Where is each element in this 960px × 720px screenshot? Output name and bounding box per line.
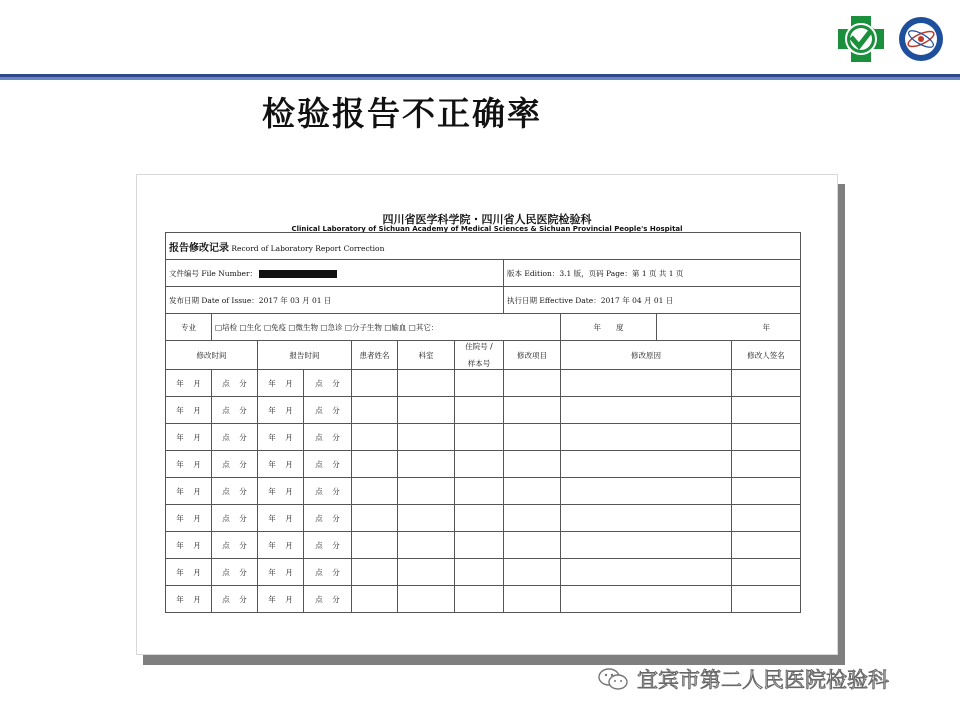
modify-item-cell: [504, 397, 561, 424]
col-inpatient-sample-no: [455, 341, 504, 370]
col-modify-time: 修改时间: [166, 341, 258, 370]
report-date-cell: [258, 532, 304, 559]
modify-clock-cell-minute: 分: [239, 405, 247, 415]
institution-name-cn: 四川省医学科学院・四川省人民医院检验科: [382, 213, 592, 226]
modify-clock-cell-minute: 分: [239, 459, 247, 469]
modify-date-cell-year: 年: [176, 405, 184, 415]
record-row: [166, 586, 801, 613]
report-clock-cell-minute: 分: [332, 486, 340, 496]
modify-reason-cell: [561, 586, 732, 613]
report-clock-cell-minute: 分: [332, 513, 340, 523]
modify-clock-cell-hour: 点: [222, 567, 230, 577]
report-date-cell-month: 月: [285, 594, 293, 604]
slide-title: 检验报告不正确率: [262, 94, 542, 133]
patient-name-cell: [352, 424, 398, 451]
report-clock-cell: [304, 478, 352, 505]
modify-clock-cell-hour: 点: [222, 459, 230, 469]
modify-clock-cell-hour: 点: [222, 486, 230, 496]
report-clock-cell-minute: 分: [332, 378, 340, 388]
year-unit: 年: [657, 314, 801, 341]
report-clock-cell-minute: 分: [332, 540, 340, 550]
report-date-cell-month: 月: [285, 405, 293, 415]
modify-date-cell: [166, 532, 212, 559]
report-date-cell: [258, 586, 304, 613]
patient-name-cell: [352, 559, 398, 586]
modifier-signature-cell: [732, 586, 801, 613]
modify-item-cell: [504, 370, 561, 397]
report-date-cell-year: 年: [268, 378, 276, 388]
inpatient-no-cell: [455, 586, 504, 613]
hospital-logo-icon: [836, 16, 886, 62]
modify-date-cell: [166, 370, 212, 397]
department-cell: [398, 586, 455, 613]
report-clock-cell: [304, 532, 352, 559]
modify-clock-cell-minute: 分: [239, 567, 247, 577]
report-date-cell-year: 年: [268, 540, 276, 550]
modify-date-cell-month: 月: [193, 513, 201, 523]
department-cell: [398, 478, 455, 505]
report-date-cell: [258, 451, 304, 478]
report-date-cell-year: 年: [268, 513, 276, 523]
wechat-icon: [597, 666, 629, 692]
report-clock-cell-hour: 点: [315, 405, 323, 415]
header-band: [0, 74, 960, 80]
modify-date-cell-month: 月: [193, 540, 201, 550]
record-row: [166, 451, 801, 478]
inpatient-no-cell: [455, 505, 504, 532]
report-clock-cell-minute: 分: [332, 459, 340, 469]
modify-date-cell: [166, 505, 212, 532]
modify-clock-cell-minute: 分: [239, 486, 247, 496]
modify-reason-cell: [561, 559, 732, 586]
modify-date-cell-month: 月: [193, 432, 201, 442]
modify-date-cell-year: 年: [176, 432, 184, 442]
modify-date-cell-year: 年: [176, 513, 184, 523]
modify-reason-cell: [561, 478, 732, 505]
modify-reason-cell: [561, 370, 732, 397]
modify-clock-cell: [212, 586, 258, 613]
modify-reason-cell: [561, 505, 732, 532]
modify-clock-cell-minute: 分: [239, 513, 247, 523]
col-modify-item: 修改项目: [504, 341, 561, 370]
report-date-cell-year: 年: [268, 567, 276, 577]
report-clock-cell: [304, 505, 352, 532]
modify-date-cell-month: 月: [193, 378, 201, 388]
university-seal-icon: [898, 16, 944, 62]
modify-date-cell-year: 年: [176, 567, 184, 577]
report-clock-cell: [304, 397, 352, 424]
modify-date-cell-month: 月: [193, 405, 201, 415]
patient-name-cell: [352, 505, 398, 532]
report-date-cell-month: 月: [285, 513, 293, 523]
form-title-cn: 报告修改记录: [169, 242, 229, 254]
col-patient-name: 患者姓名: [352, 341, 398, 370]
department-cell: [398, 559, 455, 586]
col-modify-reason: 修改原因: [561, 341, 732, 370]
modify-clock-cell-minute: 分: [239, 540, 247, 550]
report-date-cell-year: 年: [268, 486, 276, 496]
report-clock-cell-hour: 点: [315, 432, 323, 442]
patient-name-cell: [352, 532, 398, 559]
inpatient-no-cell: [455, 370, 504, 397]
record-row: [166, 478, 801, 505]
inpatient-no-cell: [455, 397, 504, 424]
modify-clock-cell-minute: 分: [239, 432, 247, 442]
modifier-signature-cell: [732, 451, 801, 478]
modify-reason-cell: [561, 532, 732, 559]
modifier-signature-cell: [732, 532, 801, 559]
modify-clock-cell-minute: 分: [239, 594, 247, 604]
report-date-cell: [258, 397, 304, 424]
modify-clock-cell-hour: 点: [222, 594, 230, 604]
modify-clock-cell-minute: 分: [239, 378, 247, 388]
report-date-cell-month: 月: [285, 540, 293, 550]
report-date-cell: [258, 370, 304, 397]
modify-date-cell-month: 月: [193, 459, 201, 469]
modify-date-cell-year: 年: [176, 540, 184, 550]
modify-date-cell-year: 年: [176, 594, 184, 604]
specialty-label: 专业: [166, 314, 212, 341]
modify-date-cell: [166, 586, 212, 613]
report-clock-cell: [304, 370, 352, 397]
modify-date-cell: [166, 559, 212, 586]
report-clock-cell-hour: 点: [315, 486, 323, 496]
patient-name-cell: [352, 451, 398, 478]
scanned-form: [136, 174, 838, 655]
modify-item-cell: [504, 559, 561, 586]
report-date-cell-year: 年: [268, 432, 276, 442]
watermark-text: 宜宾市第二人民医院检验科: [637, 668, 889, 692]
department-cell: [398, 424, 455, 451]
col-department: 科室: [398, 341, 455, 370]
modifier-signature-cell: [732, 559, 801, 586]
modify-date-cell-month: 月: [193, 594, 201, 604]
modify-reason-cell: [561, 397, 732, 424]
modify-clock-cell-hour: 点: [222, 405, 230, 415]
report-date-cell-year: 年: [268, 405, 276, 415]
inpatient-no-cell: [455, 559, 504, 586]
modify-clock-cell: [212, 532, 258, 559]
modify-clock-cell: [212, 478, 258, 505]
report-clock-cell-hour: 点: [315, 459, 323, 469]
edition-cell: 版本 Edition：3.1 版，页码 Page：第 1 页 共 1 页: [504, 260, 801, 287]
report-clock-cell-minute: 分: [332, 594, 340, 604]
modify-reason-cell: [561, 424, 732, 451]
file-number-label: 文件编号 File Number：: [169, 268, 258, 278]
report-date-cell-year: 年: [268, 459, 276, 469]
record-row: [166, 397, 801, 424]
patient-name-cell: [352, 397, 398, 424]
modify-reason-cell: [561, 451, 732, 478]
report-clock-cell-hour: 点: [315, 378, 323, 388]
modify-clock-cell: [212, 505, 258, 532]
report-clock-cell: [304, 424, 352, 451]
modify-date-cell: [166, 397, 212, 424]
effective-date-cell: 执行日期 Effective Date：2017 年 04 月 01 日: [504, 287, 801, 314]
modifier-signature-cell: [732, 370, 801, 397]
record-row: [166, 505, 801, 532]
modify-date-cell: [166, 424, 212, 451]
issue-date-cell: 发布日期 Date of Issue：2017 年 03 月 01 日: [166, 287, 504, 314]
modify-date-cell: [166, 451, 212, 478]
report-clock-cell: [304, 559, 352, 586]
report-clock-cell: [304, 451, 352, 478]
modify-clock-cell-hour: 点: [222, 540, 230, 550]
col-modifier-signature: 修改人签名: [732, 341, 801, 370]
col-inpatient-no-line2: 样本号: [467, 359, 491, 368]
modify-clock-cell: [212, 451, 258, 478]
modify-clock-cell: [212, 559, 258, 586]
modify-clock-cell-hour: 点: [222, 432, 230, 442]
report-date-cell-month: 月: [285, 567, 293, 577]
department-cell: [398, 505, 455, 532]
form-title: [166, 233, 801, 260]
inpatient-no-cell: [455, 478, 504, 505]
department-cell: [398, 370, 455, 397]
modify-clock-cell-hour: 点: [222, 513, 230, 523]
inpatient-no-cell: [455, 532, 504, 559]
modify-date-cell-year: 年: [176, 378, 184, 388]
record-row: [166, 559, 801, 586]
report-date-cell: [258, 478, 304, 505]
record-row: [166, 370, 801, 397]
report-clock-cell-hour: 点: [315, 567, 323, 577]
report-date-cell: [258, 424, 304, 451]
patient-name-cell: [352, 586, 398, 613]
department-cell: [398, 397, 455, 424]
modify-item-cell: [504, 478, 561, 505]
department-cell: [398, 451, 455, 478]
department-cell: [398, 532, 455, 559]
report-date-cell: [258, 505, 304, 532]
modify-date-cell-year: 年: [176, 459, 184, 469]
form-title-en: Record of Laboratory Report Correction: [231, 243, 385, 253]
institution-name-en: Clinical Laboratory of Sichuan Academy of Medical Sciences & Sichuan Provincial People's Hospital: [291, 225, 683, 233]
modify-clock-cell: [212, 424, 258, 451]
modifier-signature-cell: [732, 478, 801, 505]
inpatient-no-cell: [455, 424, 504, 451]
file-number-cell: [166, 260, 504, 287]
modify-item-cell: [504, 505, 561, 532]
report-clock-cell-minute: 分: [332, 567, 340, 577]
redacted-file-number: [259, 270, 337, 278]
report-date-cell-month: 月: [285, 486, 293, 496]
col-report-time: 报告时间: [258, 341, 352, 370]
report-clock-cell-hour: 点: [315, 513, 323, 523]
report-date-cell: [258, 559, 304, 586]
modify-item-cell: [504, 586, 561, 613]
modify-clock-cell: [212, 370, 258, 397]
report-date-cell-year: 年: [268, 594, 276, 604]
record-row: [166, 532, 801, 559]
correction-record-table: [165, 232, 801, 613]
report-date-cell-month: 月: [285, 378, 293, 388]
report-clock-cell-hour: 点: [315, 540, 323, 550]
modify-item-cell: [504, 451, 561, 478]
modify-item-cell: [504, 532, 561, 559]
watermark: [597, 664, 889, 694]
modify-date-cell-year: 年: [176, 486, 184, 496]
inpatient-no-cell: [455, 451, 504, 478]
report-date-cell-month: 月: [285, 459, 293, 469]
patient-name-cell: [352, 478, 398, 505]
modify-clock-cell-hour: 点: [222, 378, 230, 388]
specialty-options: □培检 □生化 □免疫 □微生物 □急诊 □分子生物 □输血 □其它：: [212, 314, 561, 341]
modifier-signature-cell: [732, 424, 801, 451]
modify-clock-cell: [212, 397, 258, 424]
report-clock-cell-hour: 点: [315, 594, 323, 604]
patient-name-cell: [352, 370, 398, 397]
modifier-signature-cell: [732, 397, 801, 424]
modify-date-cell-month: 月: [193, 486, 201, 496]
modifier-signature-cell: [732, 505, 801, 532]
modify-item-cell: [504, 424, 561, 451]
modify-date-cell-month: 月: [193, 567, 201, 577]
modify-date-cell: [166, 478, 212, 505]
year-label: 年 度: [561, 314, 657, 341]
report-date-cell-month: 月: [285, 432, 293, 442]
record-row: [166, 424, 801, 451]
report-clock-cell-minute: 分: [332, 405, 340, 415]
col-inpatient-no-line1: 住院号 /: [465, 342, 493, 351]
report-clock-cell: [304, 586, 352, 613]
report-clock-cell-minute: 分: [332, 432, 340, 442]
